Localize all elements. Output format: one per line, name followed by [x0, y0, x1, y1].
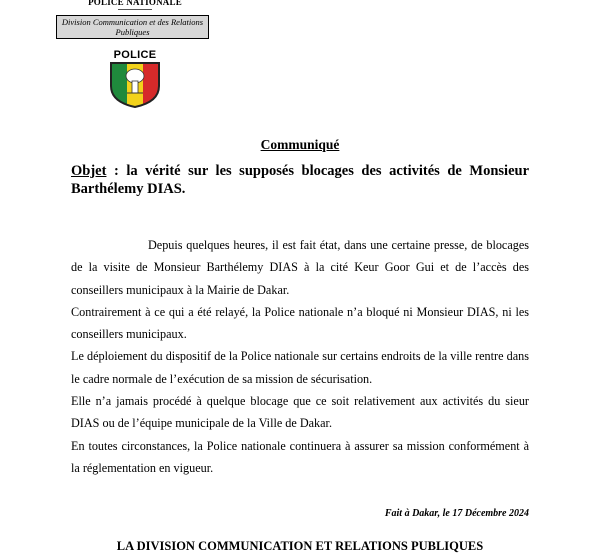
paragraph: En toutes circonstances, la Police nationale continuera à assurer sa mission conformément à la réglementation en vigueur.	[71, 438, 529, 475]
communique-body	[71, 234, 529, 479]
badge-label: POLICE	[113, 49, 157, 61]
paragraph: Elle n’a jamais procédé à quelque blocage que ce soit relativement aux activités du sieur DIAS ou de l’équipe municipale de la Ville de Dakar.	[71, 394, 529, 431]
object-label: Objet	[71, 163, 107, 179]
signature: LA DIVISION COMMUNICATION ET RELATIONS PUBLIQUES	[116, 539, 484, 553]
police-badge-icon	[103, 62, 167, 108]
document-title: Communiqué	[260, 137, 340, 152]
paragraph: Depuis quelques heures, il est fait état, dans une certaine presse, de blocages de la visite de Monsieur Barthélemy DIAS à la cité Keur Goor Gui et de l’accès des conseillers municipaux à la Mairie de Dakar.	[71, 238, 529, 297]
object-text: : la vérité sur les supposés blocages des activités de Monsieur Barthélemy DIAS.	[71, 163, 530, 197]
object-line	[71, 162, 529, 198]
place-date: Fait à Dakar, le 17 Décembre 2024	[384, 508, 529, 519]
paragraph: Le déploiement du dispositif de la Police nationale sur certains endroits de la ville rentre dans le cadre normale de l’exécution de sa mission de sécurisation.	[71, 349, 529, 386]
paragraph: Contrairement à ce qui a été relayé, la Police nationale n’a bloqué ni Monsieur DIAS, ni les conseillers municipaux.	[71, 304, 529, 342]
org-divider	[118, 9, 152, 10]
org-name: POLICE NATIONALE	[88, 0, 182, 7]
division-box: Division Communication et des Relations Publiques	[56, 15, 209, 39]
